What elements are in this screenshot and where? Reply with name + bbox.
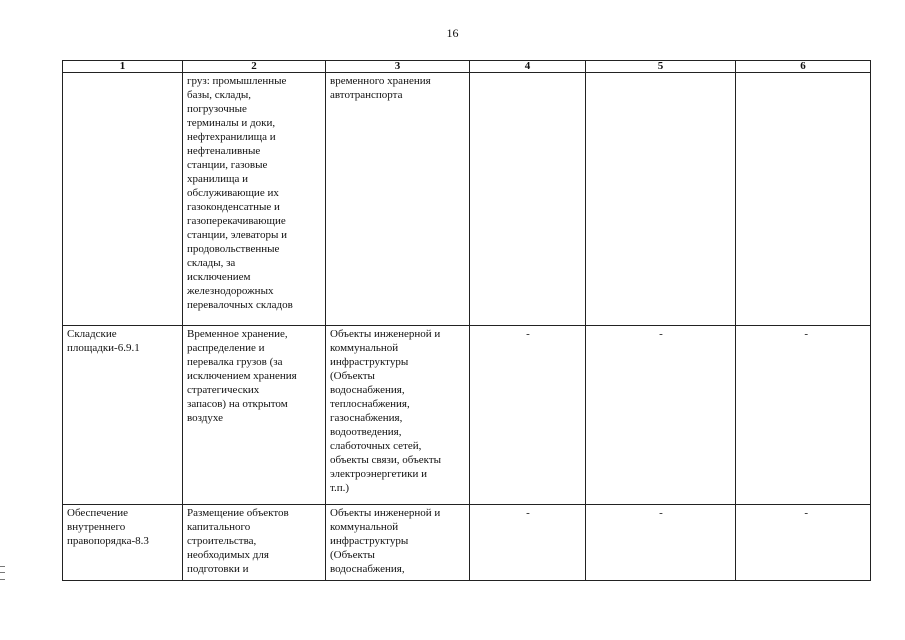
column-header-5: 5: [586, 61, 736, 73]
cell-text: Объекты инженерной и коммунальной инфраструктуры (Объекты водоснабжения, теплоснабжения, газоснабжения, водоотведения, слаботочных сетей, объекты связи, объекты электроэнергетики и т.п.): [330, 328, 442, 494]
table-row: [63, 326, 871, 505]
table-row: [63, 505, 871, 581]
cell-text: временного хранения автотранспорта: [330, 75, 431, 101]
table-cell: [183, 73, 326, 326]
scan-edge-mark: [0, 566, 5, 580]
cell-text: Объекты инженерной и коммунальной инфраструктуры (Объекты водоснабжения,: [330, 507, 441, 575]
table-cell: [326, 73, 470, 326]
cell-text: -: [659, 328, 663, 340]
table-cell: [586, 73, 736, 326]
table-cell: [326, 505, 470, 581]
column-header-2: 2: [183, 61, 326, 73]
table-cell: [736, 505, 871, 581]
zoning-table: [62, 60, 871, 581]
table-cell: [470, 505, 586, 581]
table-row: [63, 73, 871, 326]
table-cell: [63, 326, 183, 505]
cell-text: -: [526, 507, 530, 519]
cell-text: -: [804, 328, 808, 340]
table-cell: [736, 326, 871, 505]
table-cell: [326, 326, 470, 505]
table-header-row: [63, 61, 871, 73]
table-cell: [183, 326, 326, 505]
table-cell: [63, 505, 183, 581]
table-cell: [63, 73, 183, 326]
table-cell: [736, 73, 871, 326]
table-cell: [586, 326, 736, 505]
cell-text: -: [804, 507, 808, 519]
column-header-6: 6: [736, 61, 871, 73]
table-cell: [183, 505, 326, 581]
cell-text: груз: промышленные базы, склады, погрузочные терминалы и доки, нефтехранилища и нефтеналивные станции, газовые хранилища и обслуживающие их газоконденсатные и газоперекачивающие станции, элеваторы и продовольственные склады, за исключением железнодорожных перевалочных складов: [187, 75, 293, 311]
table-cell: [586, 505, 736, 581]
column-header-4: 4: [470, 61, 586, 73]
cell-text: Обеспечение внутреннего правопорядка-8.3: [67, 507, 149, 547]
page-number: 16: [446, 26, 459, 40]
cell-text: Размещение объектов капитального строительства, необходимых для подготовки и: [187, 507, 289, 575]
cell-text: Временное хранение, распределение и перевалка грузов (за исключением хранения стратегических запасов) на открытом воздухе: [187, 328, 297, 424]
table-cell: [470, 73, 586, 326]
column-header-1: 1: [63, 61, 183, 73]
cell-text: Складские площадки-6.9.1: [67, 328, 140, 354]
column-header-3: 3: [326, 61, 470, 73]
cell-text: -: [659, 507, 663, 519]
cell-text: -: [526, 328, 530, 340]
table-cell: [470, 326, 586, 505]
